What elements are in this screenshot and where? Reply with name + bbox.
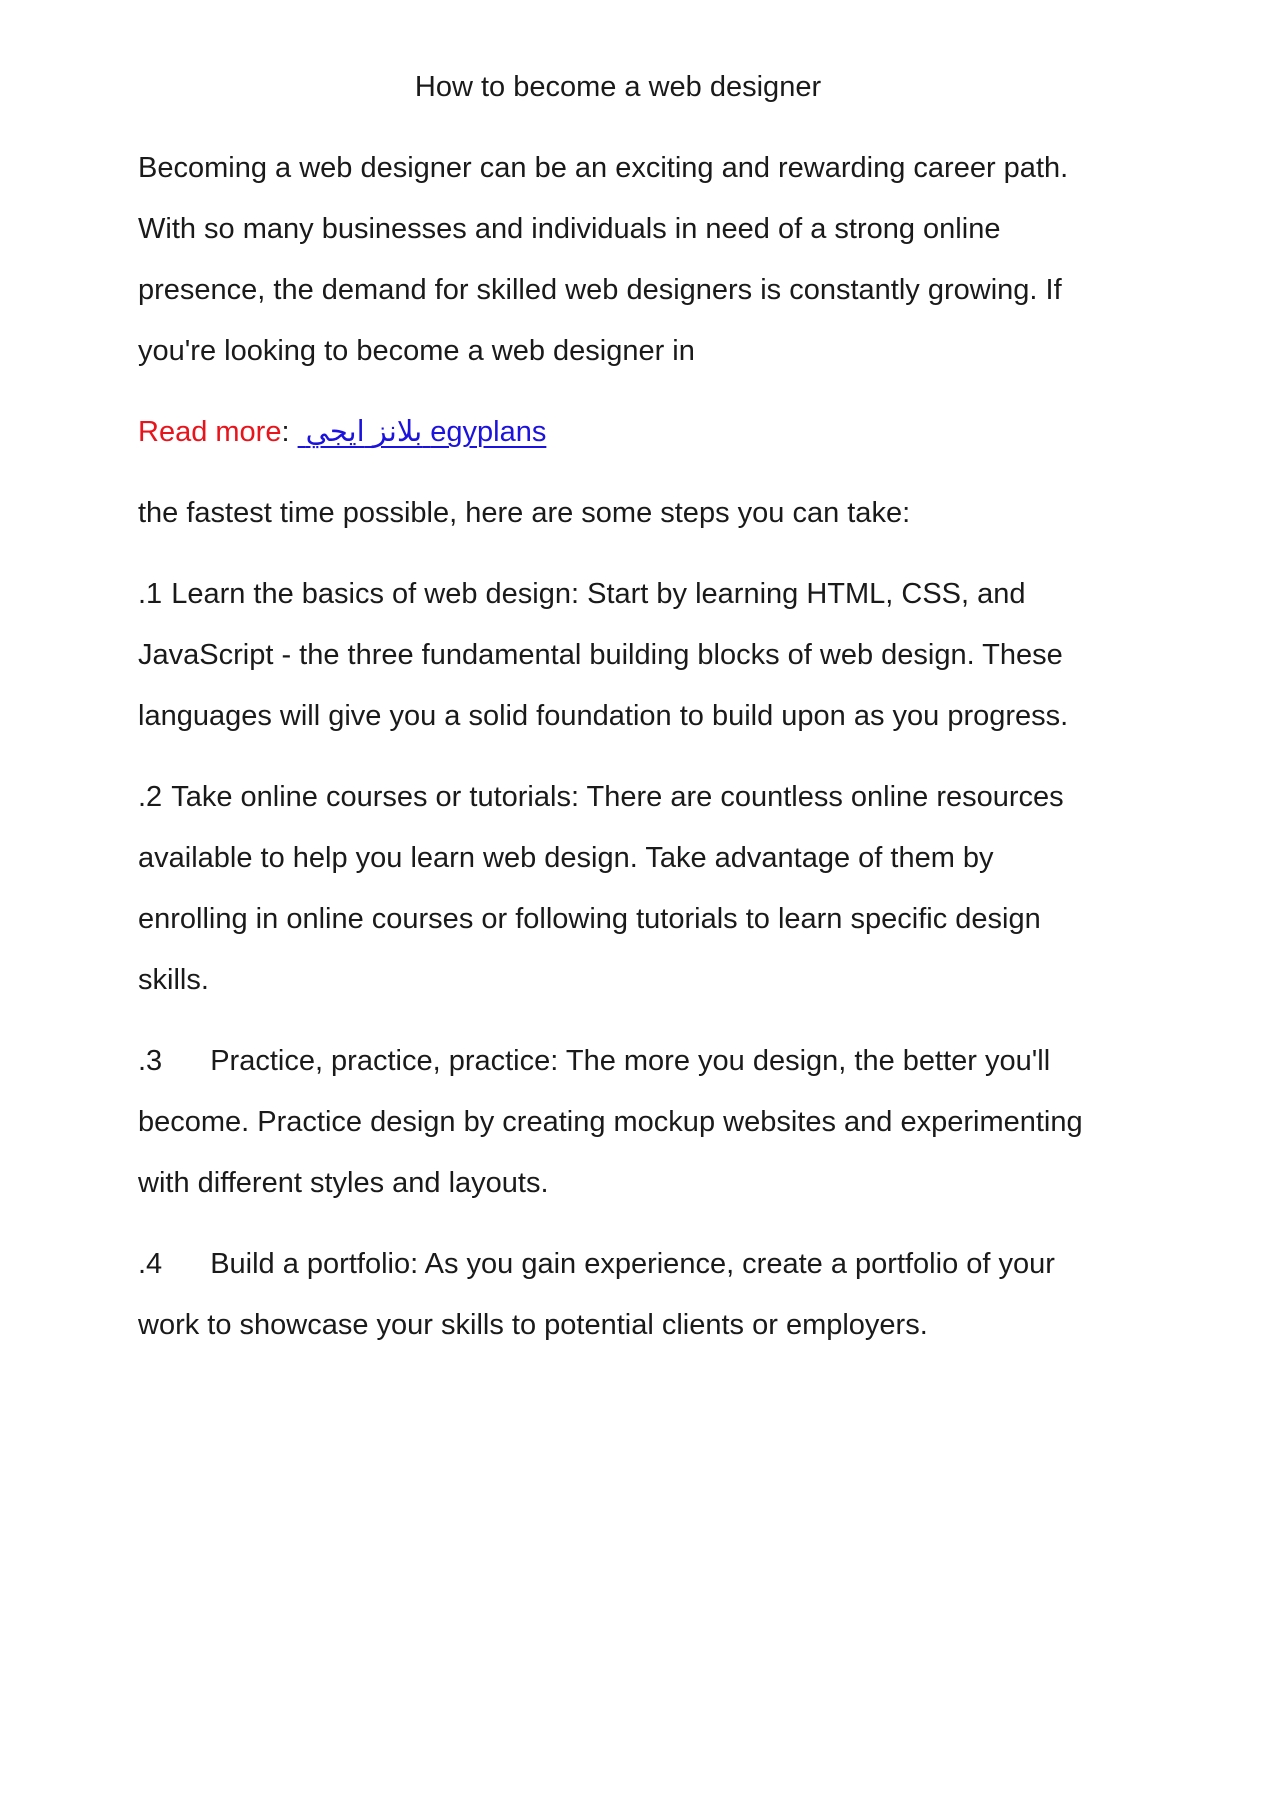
step-1-number: .1: [138, 578, 163, 610]
page-title: How to become a web designer: [414, 71, 822, 103]
link-latin-text: egyplans: [430, 416, 547, 448]
step-item-2: [138, 767, 1098, 1011]
step-4-number: .4: [138, 1248, 163, 1280]
read-more-line: [138, 402, 1098, 463]
step-item-3: [138, 1031, 1098, 1214]
step-item-4: [138, 1234, 1098, 1356]
read-more-colon: :: [281, 416, 290, 448]
step-item-1: [138, 564, 1098, 747]
step-2-text: Take online courses or tutorials: There are countless online resources available to help you learn web design. Take advantage of them by enrolling in online courses or following tutorials to learn specific design skills.: [138, 781, 1064, 996]
link-arabic-word-left: ايجي: [305, 416, 365, 448]
read-more-label: Read more: [138, 416, 282, 448]
step-4-text: Build a portfolio: As you gain experience, create a portfolio of your work to showcase your skills to potential clients or employers.: [138, 1248, 1055, 1341]
link-leading-space: [298, 416, 306, 448]
steps-intro-paragraph: the fastest time possible, here are some steps you can take:: [138, 497, 911, 529]
intro-paragraph: Becoming a web designer can be an exciting and rewarding career path. With so many businesses and individuals in need of a strong online presence, the demand for skilled web designers is constantly growing. If you're looking to become a web designer in: [138, 152, 1069, 367]
link-arabic-word-right: بلانز: [372, 416, 423, 448]
step-3-number: .3: [138, 1045, 163, 1077]
step-2-number: .2: [138, 781, 163, 813]
egyplans-link[interactable]: [298, 416, 547, 448]
step-1-text: Learn the basics of web design: Start by learning HTML, CSS, and JavaScript - the three fundamental building blocks of web design. These languages will give you a solid foundation to build upon as you progress.: [138, 578, 1069, 732]
step-3-text: Practice, practice, practice: The more you design, the better you'll become. Practice design by creating mockup websites and experimenting with different styles and layouts.: [138, 1045, 1083, 1199]
